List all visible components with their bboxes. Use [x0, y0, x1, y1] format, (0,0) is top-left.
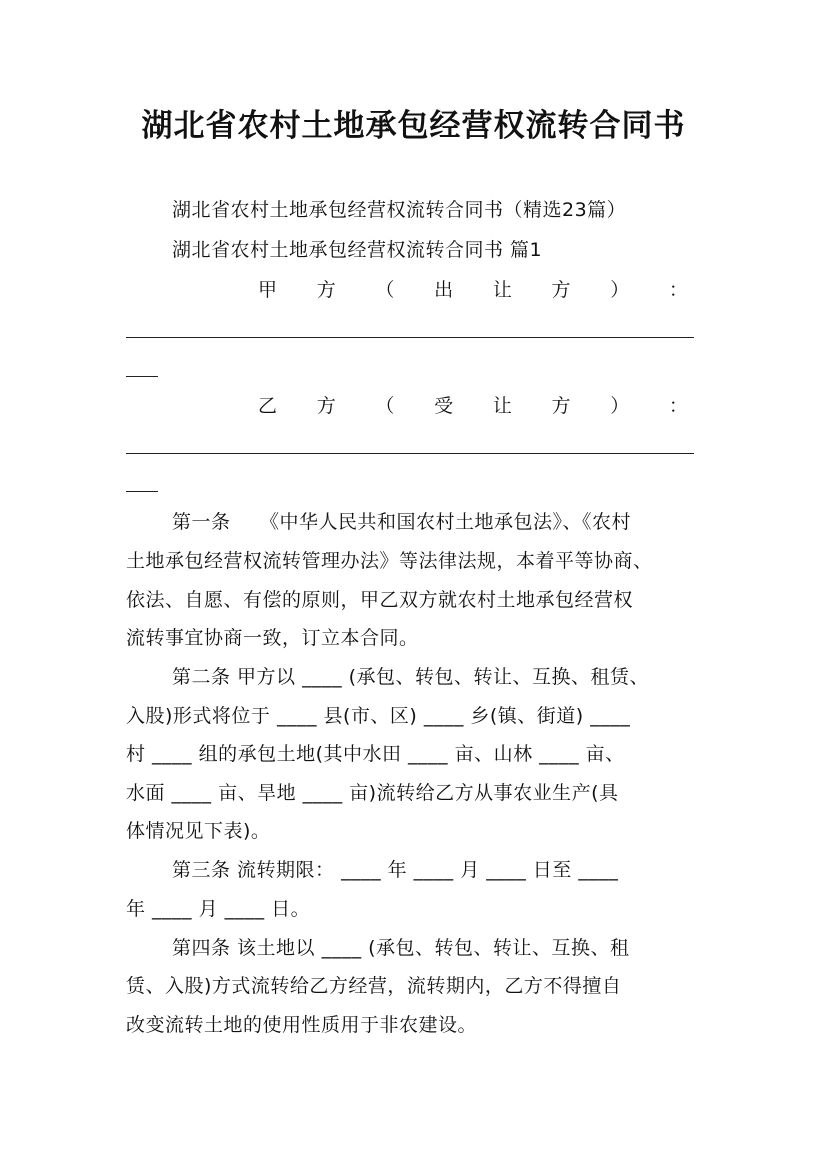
party-b-char: 乙: [258, 395, 278, 417]
article-2-line: 水面 ____ 亩、旱地 ____ 亩)流转给乙方从事农业生产(具: [126, 782, 619, 804]
article-1-line: 第一条 《中华人民共和国农村土地承包法》、《农村: [172, 511, 632, 533]
party-b-char: 方: [551, 395, 571, 417]
party-a-char: （: [375, 279, 395, 301]
party-b-blank-line: [126, 453, 694, 454]
party-b-char: （: [375, 395, 395, 417]
article-4-line: 第四条 该土地以 ____ (承包、转包、转让、互换、租: [172, 937, 630, 959]
article-2-line: 体情况见下表)。: [126, 820, 271, 842]
article-3-line: 第三条 流转期限： ____ 年 ____ 月 ____ 日至 ____: [172, 859, 619, 881]
article-4-line: 改变流转土地的使用性质用于非农建设。: [126, 1014, 478, 1036]
party-a-label: [258, 277, 688, 303]
article-4-line: 赁、入股)方式流转给乙方经营，流转期内，乙方不得擅自: [126, 975, 622, 997]
article-2-line: 村 ____ 组的承包土地(其中水田 ____ 亩、山林 ____ 亩、: [126, 743, 625, 765]
article-2-line: 入股)形式将位于 ____ 县(市、区) ____ 乡(镇、街道) ____: [126, 705, 631, 727]
article-1-line: 土地承包经营权流转管理办法》等法律法规，本着平等协商、: [126, 550, 653, 572]
party-a-char: 出: [434, 279, 454, 301]
party-a-char: 甲: [258, 279, 278, 301]
document-title: 湖北省农村土地承包经营权流转合同书: [141, 108, 686, 144]
party-a-blank-line-end: [126, 376, 158, 377]
party-b-char: ）: [610, 395, 630, 417]
party-b-char: ：: [668, 395, 688, 417]
party-a-char: 方: [316, 279, 336, 301]
party-a-char: 让: [492, 279, 512, 301]
article-1-line: 流转事宜协商一致，订立本合同。: [126, 627, 419, 649]
party-a-char: ：: [668, 279, 688, 301]
party-a-char: 方: [551, 279, 571, 301]
article-2-line: 第二条 甲方以 ____ (承包、转包、转让、互换、租赁、: [172, 666, 650, 688]
party-b-char: 让: [492, 395, 512, 417]
party-b-blank-line-end: [126, 491, 158, 492]
party-a-blank-line: [126, 337, 694, 338]
article-3-line: 年 ____ 月 ____ 日。: [126, 898, 311, 920]
article-1-line: 依法、自愿、有偿的原则，甲乙双方就农村土地承包经营权: [126, 589, 634, 611]
document-subtitle: 湖北省农村土地承包经营权流转合同书（精选23篇）: [172, 199, 627, 221]
party-b-char: 方: [316, 395, 336, 417]
party-a-char: ）: [610, 279, 630, 301]
party-b-char: 受: [434, 395, 454, 417]
section-heading: 湖北省农村土地承包经营权流转合同书 篇1: [172, 239, 543, 261]
party-b-label: [258, 393, 688, 419]
